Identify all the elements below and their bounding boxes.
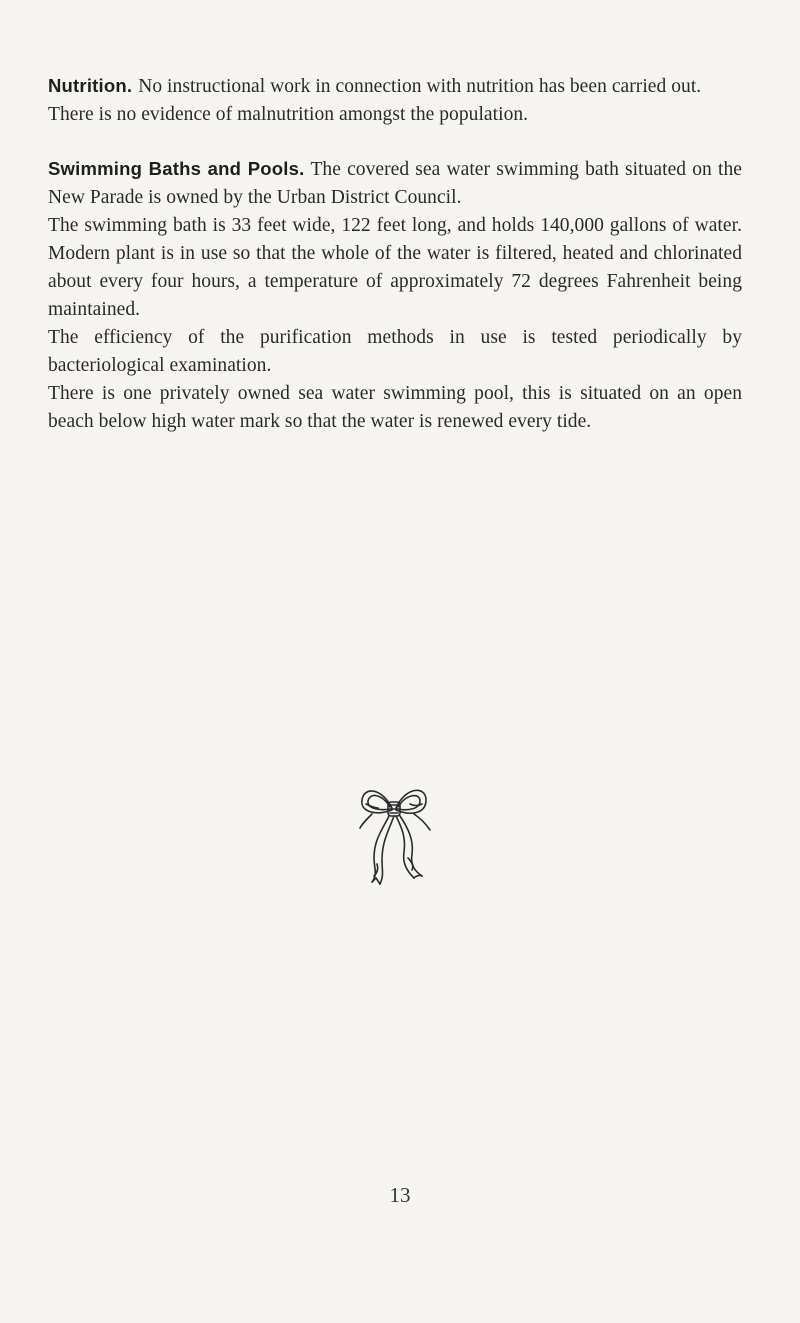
swimming-heading: Swimming Baths and Pools.: [48, 158, 305, 179]
swimming-text-1: The covered sea water swimming bath situated on the New Parade is owned by the Urban District Council.: [48, 159, 742, 208]
swimming-paragraph: [48, 155, 742, 212]
nutrition-heading: Nutrition.: [48, 75, 133, 96]
nutrition-text-1: No instructional work in connection with nutrition has been carried out.: [138, 76, 702, 97]
swimming-paragraph-3: The efficiency of the purification methods in use is tested periodically by bacteriological examination.: [48, 327, 742, 376]
page-number: 13: [389, 1183, 411, 1207]
nutrition-paragraph: [48, 72, 742, 101]
nutrition-paragraph-2: There is no evidence of malnutrition amongst the population.: [48, 104, 529, 125]
swimming-paragraph-2: The swimming bath is 33 feet wide, 122 feet long, and holds 140,000 gallons of water. Modern plant is in use so that the whole of the water is filtered, heated and chlorinated about every four hours, a temperature of approximately 72 degrees Fahrenheit being maintained.: [48, 215, 742, 320]
swimming-paragraph-4: There is one privately owned sea water swimming pool, this is situated on an open beach below high water mark so that the water is renewed every tide.: [48, 383, 742, 432]
ribbon-bow-icon: [352, 778, 434, 890]
document-body: [48, 72, 742, 436]
